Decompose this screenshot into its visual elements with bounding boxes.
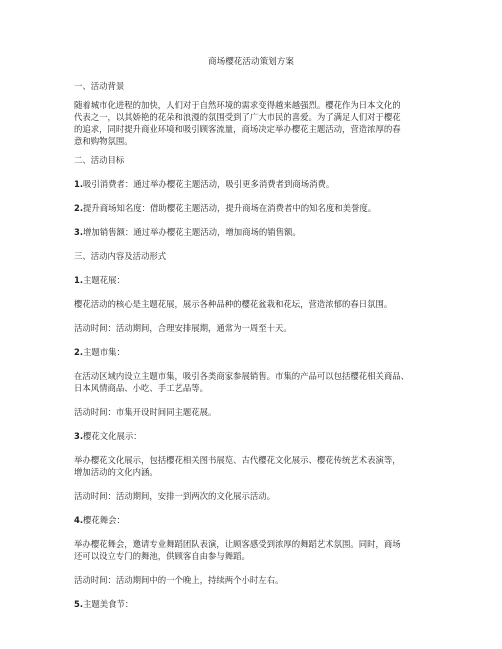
content-item-number: 2. [74,347,84,357]
content-item-title [74,274,125,286]
goal-number: 2. [74,203,84,213]
content-item-time: 活动时间：活动期间中的一个晚上，持续两个小时左右。 [74,575,284,585]
content-item-time: 活动时间：活动期间，合理安排展期，通常为一周至十天。 [74,323,292,333]
content-item-number: 5. [74,599,84,609]
content-item-time: 活动时间：市集开设时间同主题花展。 [74,407,217,417]
content-item-title [74,598,133,610]
goal-item [74,178,334,190]
content-item-desc: 举办樱花文化展示，包括樱花相关图书展览、古代樱花文化展示、樱花传统艺术表演等， [74,455,401,465]
content-item-number: 4. [74,515,84,525]
content-item-desc: 举办樱花舞会，邀请专业舞蹈团队表演，让顾客感受到浓厚的舞蹈艺术氛围。同时，商场 [74,539,401,549]
content-item-title [74,430,142,442]
content-item-desc: 日本风情商品、小吃、手工艺品等。 [74,383,208,393]
content-item-heading: 主题市集： [83,347,125,357]
content-item-heading: 樱花舞会： [83,515,125,525]
goal-item [74,226,301,238]
section-heading-content: 三、活动内容及活动形式 [74,251,167,261]
paragraph-line: 的追求，同时提升商业环境和吸引顾客流量，商场决定举办樱花主题活动，营造浓厚的春 [74,124,401,134]
goal-number: 3. [74,227,84,237]
section-heading-background: 一、活动背景 [74,81,125,91]
content-item-desc: 在活动区域内设立主题市集，吸引各类商家参展销售。市集的产品可以包括樱花相关商品、 [74,371,409,381]
content-item-heading: 主题美食节： [83,599,134,609]
content-item-number: 3. [74,431,84,441]
paragraph-line: 代表之一，以其娇艳的花朵和浪漫的氛围受到了广大市民的喜爱。为了满足人们对于樱花 [74,112,401,122]
content-item-desc: 增加活动的文化内涵。 [74,467,158,477]
content-item-heading: 樱花文化展示： [83,431,142,441]
section-heading-goals: 二、活动目标 [74,155,125,165]
paragraph-line: 意和购物氛围。 [74,136,133,146]
content-item-heading: 主题花展： [83,275,125,285]
paragraph-line: 随着城市化进程的加快，人们对于自然环境的需求变得越来越强烈。樱花作为日本文化的 [74,100,401,110]
goal-number: 1. [74,179,84,189]
goal-text: 增加销售额：通过举办樱花主题活动，增加商场的销售额。 [83,227,301,237]
content-item-desc: 樱花活动的核心是主题花展，展示各种品种的樱花盆栽和花坛，营造浓郁的春日氛围。 [74,299,393,309]
goal-text: 吸引消费者：通过举办樱花主题活动，吸引更多消费者到商场消费。 [83,179,335,189]
goal-text: 提升商场知名度：借助樱花主题活动，提升商场在消费者中的知名度和美誉度。 [83,203,377,213]
content-item-number: 1. [74,275,84,285]
content-item-title [74,514,125,526]
content-item-title [74,346,125,358]
goal-item [74,202,376,214]
content-item-time: 活动时间：活动期间，安排一到两次的文化展示活动。 [74,491,275,501]
document-title: 商场樱花活动策划方案 [208,57,294,67]
content-item-desc: 还可以设立专门的舞池，供顾客自由参与舞蹈。 [74,551,250,561]
